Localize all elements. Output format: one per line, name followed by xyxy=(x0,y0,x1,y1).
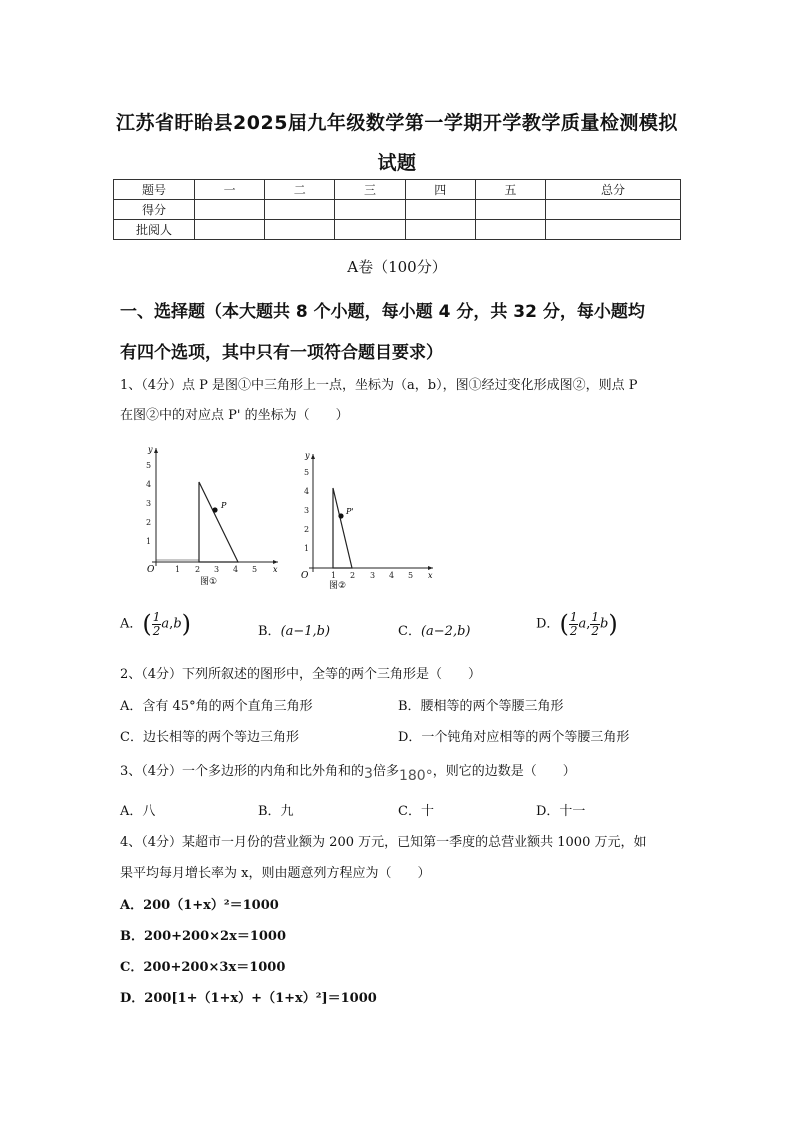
q2-option-b[interactable]: B．腰相等的两个等腰三角形 xyxy=(398,699,564,714)
option-label: B． xyxy=(258,624,281,639)
q1-stem-line1: 1、（4分）点 P 是图①中三角形上一点，坐标为（a，b），图①经过变化形成图②，则点 P xyxy=(120,378,638,393)
q2-option-d[interactable]: D．一个钝角对应相等的两个等腰三角形 xyxy=(398,730,630,745)
q1-option-d[interactable]: D．( $\frac{1}{2}$ a, $\frac{1}{2}$ b) xyxy=(536,609,618,638)
svg-text:5: 5 xyxy=(252,565,258,574)
score-input-cell[interactable] xyxy=(195,200,265,220)
svg-text:3: 3 xyxy=(146,499,152,508)
score-cell: 二 xyxy=(265,180,335,200)
y-axis-arrow-icon xyxy=(154,448,158,453)
q3-option-a[interactable]: A．八 xyxy=(120,804,156,819)
grader-input-cell[interactable] xyxy=(335,220,405,240)
q4-option-d[interactable]: D．200[1+（1+x）+（1+x）²]＝1000 xyxy=(120,991,377,1006)
q1-option-a[interactable]: A．( $\frac{1}{2}$ a,b) xyxy=(120,609,192,638)
exam-title-line2: 试题 xyxy=(377,152,417,174)
y-axis-arrow-icon xyxy=(311,454,315,459)
score-cell: 三 xyxy=(335,180,405,200)
q1-option-b[interactable] xyxy=(258,620,330,639)
option-label: C． xyxy=(398,624,421,639)
q4-option-c[interactable]: C．200+200×3x＝1000 xyxy=(120,960,286,975)
option-label: D． xyxy=(536,616,560,632)
svg-text:1: 1 xyxy=(146,537,152,546)
score-cell: 得分 xyxy=(114,200,195,220)
figure-2-graph xyxy=(293,450,438,590)
grader-input-cell[interactable] xyxy=(405,220,475,240)
point-p-prime-label: P' xyxy=(346,507,354,516)
q1-stem-line2: 在图②中的对应点 P' 的坐标为（ ） xyxy=(120,408,349,423)
svg-text:5: 5 xyxy=(408,571,414,580)
x-axis-arrow-icon xyxy=(273,560,278,564)
y-axis-label: y xyxy=(305,451,310,460)
score-table xyxy=(113,179,681,240)
section-a-heading: A卷（100分） xyxy=(347,258,447,276)
figure-2-caption: 图② xyxy=(329,581,347,590)
score-cell: 总分 xyxy=(546,180,681,200)
svg-text:2: 2 xyxy=(350,571,356,580)
grader-input-cell[interactable] xyxy=(475,220,545,240)
q1-option-c[interactable] xyxy=(398,620,470,639)
svg-text:2: 2 xyxy=(146,518,152,527)
svg-text:3: 3 xyxy=(370,571,376,580)
svg-text:4: 4 xyxy=(146,480,152,489)
origin-label: O xyxy=(301,571,309,581)
svg-text:1: 1 xyxy=(175,565,181,574)
point-p-prime-marker xyxy=(338,513,343,518)
svg-text:3: 3 xyxy=(304,506,310,515)
q3-stem-part: ，则它的边数是（ ） xyxy=(432,764,576,779)
triangle-shape xyxy=(333,488,352,568)
svg-text:2: 2 xyxy=(195,565,201,574)
q3-stem-part: 倍多 xyxy=(372,764,399,779)
q3-math-number: 3 xyxy=(364,766,373,782)
y-axis-label: y xyxy=(148,445,153,454)
x-axis-label: x xyxy=(273,565,278,574)
svg-text:4: 4 xyxy=(304,487,310,496)
figure-1-caption: 图① xyxy=(200,577,218,587)
origin-label: O xyxy=(147,565,155,575)
exam-title-line1: 江苏省盱眙县2025届九年级数学第一学期开学教学质量检测模拟 xyxy=(116,112,678,134)
svg-text:2: 2 xyxy=(304,525,310,534)
point-p-label: P xyxy=(221,501,227,510)
section1-heading-line2: 有四个选项，其中只有一项符合题目要求） xyxy=(120,343,443,363)
grader-input-cell[interactable] xyxy=(546,220,681,240)
q4-option-a[interactable]: A．200（1+x）²＝1000 xyxy=(120,898,279,913)
q3-option-b[interactable]: B．九 xyxy=(258,804,294,819)
triangle-shape xyxy=(199,482,238,562)
score-table-header-row xyxy=(114,180,681,200)
score-input-cell[interactable] xyxy=(546,200,681,220)
q3-option-d[interactable]: D．十一 xyxy=(536,804,586,819)
option-text: (a−1,b) xyxy=(280,624,331,639)
option-label: A． xyxy=(120,616,143,632)
svg-text:5: 5 xyxy=(146,461,152,470)
q4-stem-line1: 4、（4分）某超市一月份的营业额为 200 万元，已知第一季度的总营业额共 1000 万元，如 xyxy=(120,835,647,850)
svg-text:4: 4 xyxy=(233,565,239,574)
score-input-cell[interactable] xyxy=(265,200,335,220)
score-cell: 五 xyxy=(475,180,545,200)
point-p-marker xyxy=(212,507,217,512)
grader-input-cell[interactable] xyxy=(195,220,265,240)
q2-option-c[interactable]: C．边长相等的两个等边三角形 xyxy=(120,730,299,745)
q3-stem-part: 3、（4分）一个多边形的内角和比外角和的 xyxy=(120,764,365,779)
q2-stem: 2、（4分）下列所叙述的图形中，全等的两个三角形是（ ） xyxy=(120,667,482,682)
section1-heading-line1: 一、选择题（本大题共 8 个小题，每小题 4 分，共 32 分，每小题均 xyxy=(120,302,645,322)
q4-stem-line2: 果平均每月增长率为 x，则由题意列方程应为（ ） xyxy=(120,866,431,881)
score-cell: 批阅人 xyxy=(114,220,195,240)
q2-option-a[interactable]: A．含有 45°角的两个直角三角形 xyxy=(120,699,313,714)
score-table-row xyxy=(114,220,681,240)
svg-text:1: 1 xyxy=(304,544,310,553)
svg-text:4: 4 xyxy=(389,571,395,580)
score-input-cell[interactable] xyxy=(475,200,545,220)
score-cell: 一 xyxy=(195,180,265,200)
svg-text:1: 1 xyxy=(331,571,337,580)
score-cell: 题号 xyxy=(114,180,195,200)
score-input-cell[interactable] xyxy=(405,200,475,220)
score-table-row xyxy=(114,200,681,220)
q3-stem xyxy=(120,764,680,784)
grader-input-cell[interactable] xyxy=(265,220,335,240)
x-axis-arrow-icon xyxy=(428,566,433,570)
svg-text:3: 3 xyxy=(214,565,220,574)
figure-1-graph xyxy=(138,444,288,589)
score-input-cell[interactable] xyxy=(335,200,405,220)
x-axis-label: x xyxy=(428,571,433,580)
score-cell: 四 xyxy=(405,180,475,200)
q3-option-c[interactable]: C．十 xyxy=(398,804,434,819)
svg-text:5: 5 xyxy=(304,468,310,477)
option-text: (a−2,b) xyxy=(420,624,471,639)
q3-math-number: 180° xyxy=(398,768,433,784)
q4-option-b[interactable]: B．200+200×2x＝1000 xyxy=(120,929,287,944)
